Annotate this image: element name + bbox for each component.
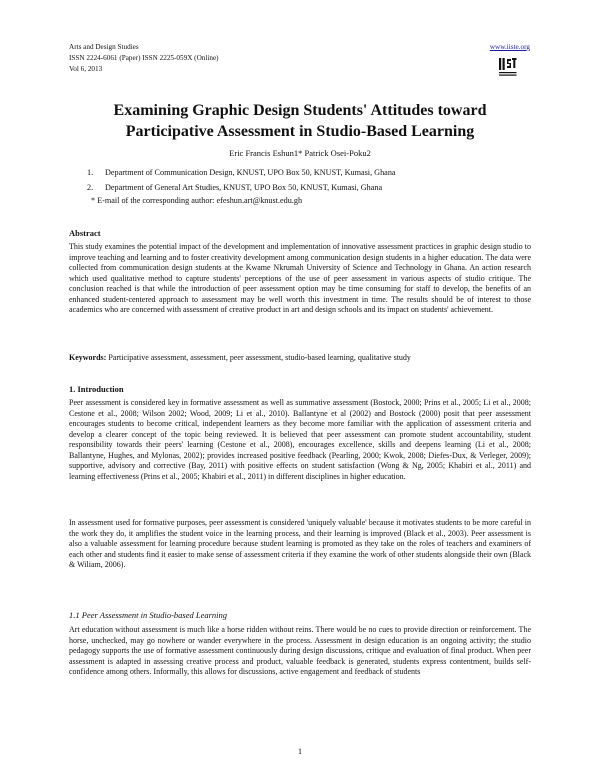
keywords-line xyxy=(69,353,531,362)
affiliation-text: Department of General Art Studies, KNUST, UPO Box 50, KNUST, Kumasi, Ghana xyxy=(105,183,383,192)
affiliation-number: 1. xyxy=(87,168,94,177)
affiliation-item xyxy=(87,180,527,195)
journal-volume: Vol 6, 2013 xyxy=(69,65,103,73)
keywords-text: Participative assessment, assessment, peer assessment, studio-based learning, qualitative study xyxy=(108,353,411,362)
affiliation-text: Department of Communication Design, KNUST, UPO Box 50, KNUST, Kumasi, Ghana xyxy=(105,168,396,177)
introduction-paragraph-2: In assessment used for formative purposes, peer assessment is considered 'uniquely valuable' because it motivates students to be more careful in the work they do, it amplifies the student voice in the learning process, and their learning is improved (Black et al., 2003). Peer assessment is also a valuable assessment for learning procedure because student learning is promoted as they take on the roles of teachers and examiners of each other and students find it easier to make sense of assessment criteria if they examine the work of other students alongside their own (Black & Wiliam, 2006). xyxy=(69,518,531,569)
subsection-heading: 1.1 Peer Assessment in Studio-based Learning xyxy=(69,610,228,620)
affiliation-number: 2. xyxy=(87,183,94,192)
abstract-text: This study examines the potential impact of the development and implementation of innovative assessment practices in graphic design studio to improve teaching and learning and to foster creativity development among communication design students in a higher education. The data were collected from communication design students at the Kwame Nkrumah University of Science and Technology in Ghana. An action research which used qualitative method to capture students' perceptions of the use of peer assessment in various aspects of studio critique. The conclusion reached is that while the introduction of peer assessment option may be time consuming for staff to develop, the benefits of an enhanced student-centered approach to assessment may be well worth this investment in time. The results should be of interest to those academics who are concerned with assessment of creative product in art and design schools and its impact on students' achievement. xyxy=(69,242,531,314)
introduction-paragraph-1: Peer assessment is considered key in formative assessment as well as summative assessment (Bostock, 2000; Prins et al., 2005; Li et al., 2008; Cestone et al., 2008; Wilson 2002; Wood, 2009; Li et al., 2010). Ballantyne et al (2002) and Bostock (2000) posit that peer assessment encourages students to become critical, independent learners as they become more familiar with the application of assessment criteria and develop a clearer concept of the topic being reviewed. It is believed that peer assessment can promote student accountability, student responsibility towards their peers' learning (Cestone et al., 2008), encourages excellence, skills and deepens learning (Li et al., 2008; Ballantyne, Hughes, and Mylonas, 2002); provides increased positive feedback (Pearling, 2000; Kwok, 2008; Diefes-Dux, & Verleger, 2009); supportive, advisory and corrective (Bay, 2011) with positive effects on student satisfaction (Wong & Ng, 2005; Khabiri et al., 2011) and learning effectiveness (Prins et al., 2005; Khabiri et al., 2011) in different disciplines in higher education. xyxy=(69,398,531,481)
corresponding-email: * E-mail of the corresponding author: efeshun.art@knust.edu.gh xyxy=(91,196,303,205)
journal-header xyxy=(69,42,531,75)
abstract-heading: Abstract xyxy=(69,228,101,238)
authors-line: Eric Francis Eshun1* Patrick Osei-Poku2 xyxy=(229,148,371,158)
journal-name: Arts and Design Studies xyxy=(69,43,139,51)
paper-title: Examining Graphic Design Students' Attitudes toward Participative Assessment in Studio-Based Learning xyxy=(113,102,487,140)
keywords-label: Keywords: xyxy=(69,353,107,362)
iiste-logo xyxy=(498,55,518,79)
subsection-paragraph-1: Art education without assessment is much like a horse ridden without reins. There would be no cues to provide direction or reinforcement. The horse, unchecked, may go nowhere or wander everywhere in the process. Assessment in design education is an ongoing activity; the studio pedagogy supports the use of formative assessment continuously during design discussions, critique and evaluation of final product. When peer assessment is adapted in assessing creative process and product, valuable feedback is generated, students express contentment, builds self-confidence among others. Informally, this allows for discussions, active engagement and feedback of students xyxy=(69,625,531,676)
page-number: 1 xyxy=(297,746,303,756)
journal-issn: ISSN 2224-6061 (Paper) ISSN 2225-059X (Online) xyxy=(69,54,219,62)
affiliations-list xyxy=(87,165,527,195)
journal-url-link[interactable]: www.iiste.org xyxy=(489,43,530,51)
affiliation-item xyxy=(87,165,527,180)
introduction-heading: 1. Introduction xyxy=(69,384,124,394)
